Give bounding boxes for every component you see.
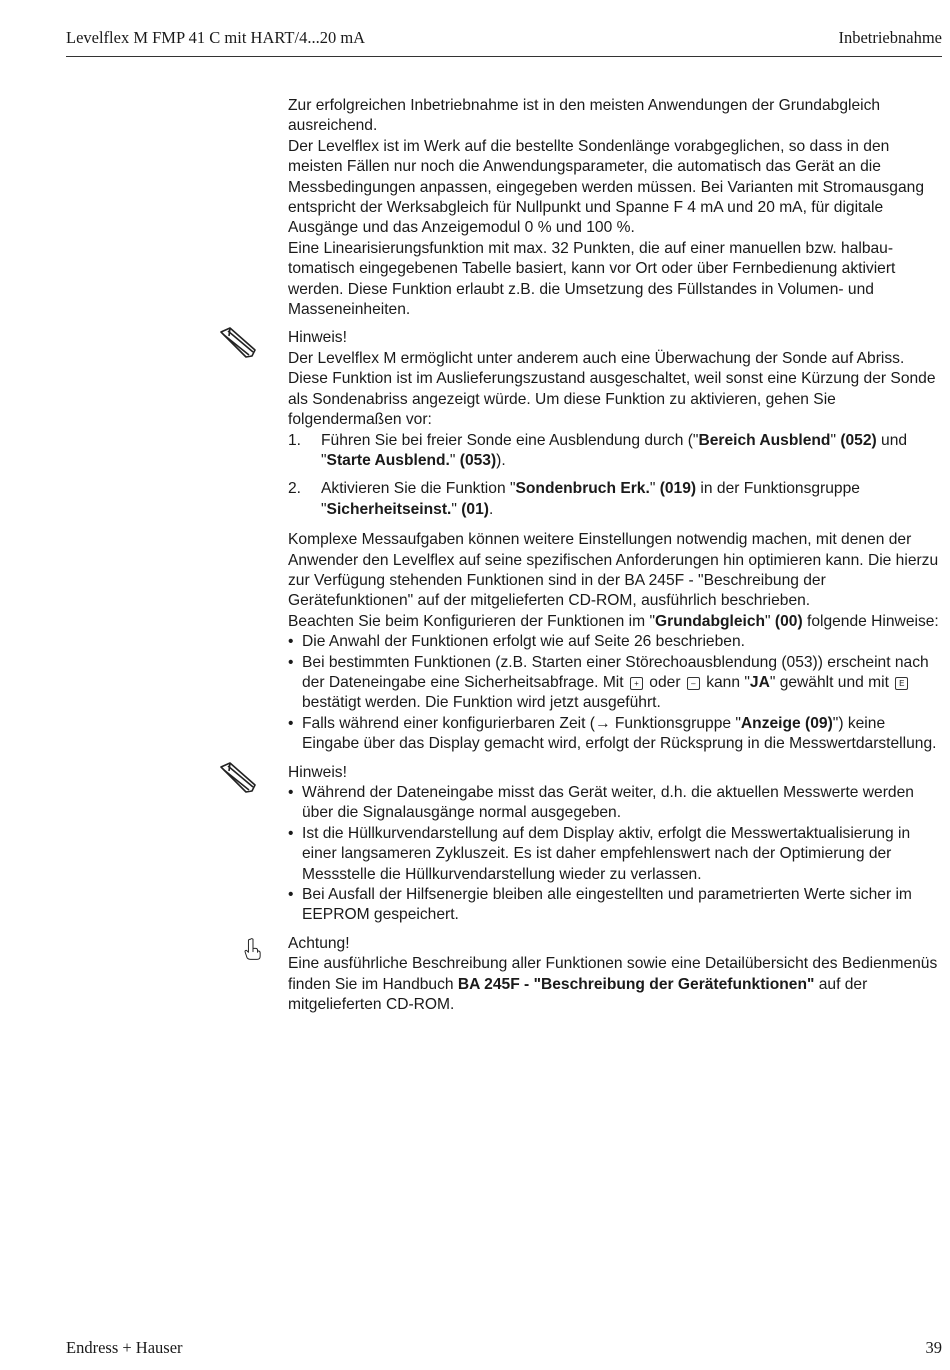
pencil-note-icon [218,761,258,795]
section-title: Inbetriebnahme [838,28,942,47]
page-footer [66,1338,942,1360]
list-item: • Ist die Hüllkurvendarstellung auf dem Display aktiv, erfolgt die Messwertaktualisierung in einer langsameren Zykluszeit. Es ist daher empfehlenswert nach der Optimierung der Messstelle die Hüllkurvendarstellung wieder zu verlassen. [288,824,911,883]
complex-paragraph-1: Komplexe Messaufgaben können weitere Einstellungen notwendig machen, mit denen der Anwender den Levelflex auf seine spezifischen Anforderungen hin optimieren kann. Die hierzu zur Verfügung stehenden Funktionen sind in der BA 245F - "Beschreibung der Gerätefunktionen" auf der mitgelieferten CD-ROM, ausführlich beschrieben. [288,531,939,610]
complex-paragraph-2: Beachten Sie beim Konfigurieren der Funktionen im "Grundabgleich" (00) folgende Hinweise: [288,612,939,630]
page-header [66,28,942,50]
steps-list [288,431,942,521]
note-block-1 [288,328,942,520]
main-content [288,96,942,1015]
note-title: Hinweis! [288,329,347,347]
enter-key-icon: E [895,677,908,690]
list-item: • Während der Dateneingabe misst das Gerät weiter, d.h. die aktuellen Messwerte werden über die Signalausgänge normal ausgegeben. [288,784,914,822]
minus-key-icon: – [687,677,700,690]
list-item: • Bei Ausfall der Hilfsenergie bleiben alle eingestellten und parametrierten Werte sicher im EEPROM gespeichert. [288,886,912,924]
intro-paragraph-3: Eine Linearisierungsfunktion mit max. 32 Punkten, die auf einer manuellen bzw. halbautomatisch eingegebenen Tabelle basiert, kann vor Ort oder über Fernbedienung aktiviert werden. Diese Funktion erlaubt z.B. die Umsetzung des Füllstandes in Volumen- und Masseneinheiten. [288,239,896,319]
caution-title: Achtung! [288,934,350,952]
caution-text: Eine ausführliche Beschreibung aller Funktionen sowie eine Detailübersicht des Bedienmenüs finden Sie im Handbuch BA 245F - "Beschreibung der Gerätefunktionen" auf der mitgelieferten CD-ROM. [288,955,938,1014]
list-item: • Bei bestimmten Funktionen (z.B. Starten einer Störechoausblendung (053)) erscheint nach der Dateneingabe eine Sicherheitsabfrage. Mit + oder – kann "JA" gewählt und mit E bestätigt werden. Die Funktion wird jetzt ausgeführt. [288,653,929,712]
step-number: 2. [288,480,302,498]
header-rule [66,56,942,57]
step-number: 1. [288,431,302,449]
note-text: Der Levelflex M ermöglicht unter anderem auch eine Überwachung der Sonde auf Abriss. Diese Funktion ist im Auslieferungszustand ausgeschaltet, weil sonst eine Kürzung der Sonde als Sondenabriss angezeigt würde. Um diese Funktion zu aktivieren, gehen Sie folgendermaßen vor: [288,349,936,429]
note-title: Hinweis! [288,763,347,781]
hints-list [288,632,942,754]
list-item: • Falls während einer konfigurierbaren Zeit (→ Funktionsgruppe "Anzeige (09)") keine Eingabe über das Display gemacht wird, erfolgt der Rücksprung in die Messwertdarstellung. [288,714,937,753]
step-item: 1. Führen Sie bei freier Sonde eine Ausblendung durch ("Bereich Ausblend" (052) und "Starte Ausblend." (053)). [288,431,908,469]
document-title: Levelflex M FMP 41 C mit HART/4...20 mA [66,28,366,47]
page-number: 39 [925,1338,942,1357]
plus-key-icon: + [630,677,643,690]
note-block-2 [288,763,942,926]
intro-paragraph-1: Zur erfolgreichen Inbetriebnahme ist in den meisten Anwendungen der Grundabgleich ausreichend. [288,97,881,135]
company-name: Endress + Hauser [66,1338,183,1357]
pencil-note-icon [218,326,258,360]
pointing-hand-icon [240,932,266,966]
list-item: • Die Anwahl der Funktionen erfolgt wie auf Seite 26 beschrieben. [288,633,745,651]
note-list [288,783,942,926]
intro-paragraph-2: Der Levelflex ist im Werk auf die bestellte Sondenlänge vorabgeglichen, so dass in den meisten Fällen nur noch die Anwendungsparameter, die automatisch das Gerät an die Messbedingungen anpassen, eingegeben werden müssen. Bei Varianten mit Stromausgang entspricht der Werksabgleich für Nullpunkt und Spanne F 4 mA und 20 mA, für digitale Ausgänge und das Anzeigemodul 0 % und 100 %. [288,137,925,237]
step-item: 2. Aktivieren Sie die Funktion "Sondenbruch Erk." (019) in der Funktionsgruppe "Sicherheitseinst." (01). [288,480,860,518]
caution-block [288,934,942,1016]
